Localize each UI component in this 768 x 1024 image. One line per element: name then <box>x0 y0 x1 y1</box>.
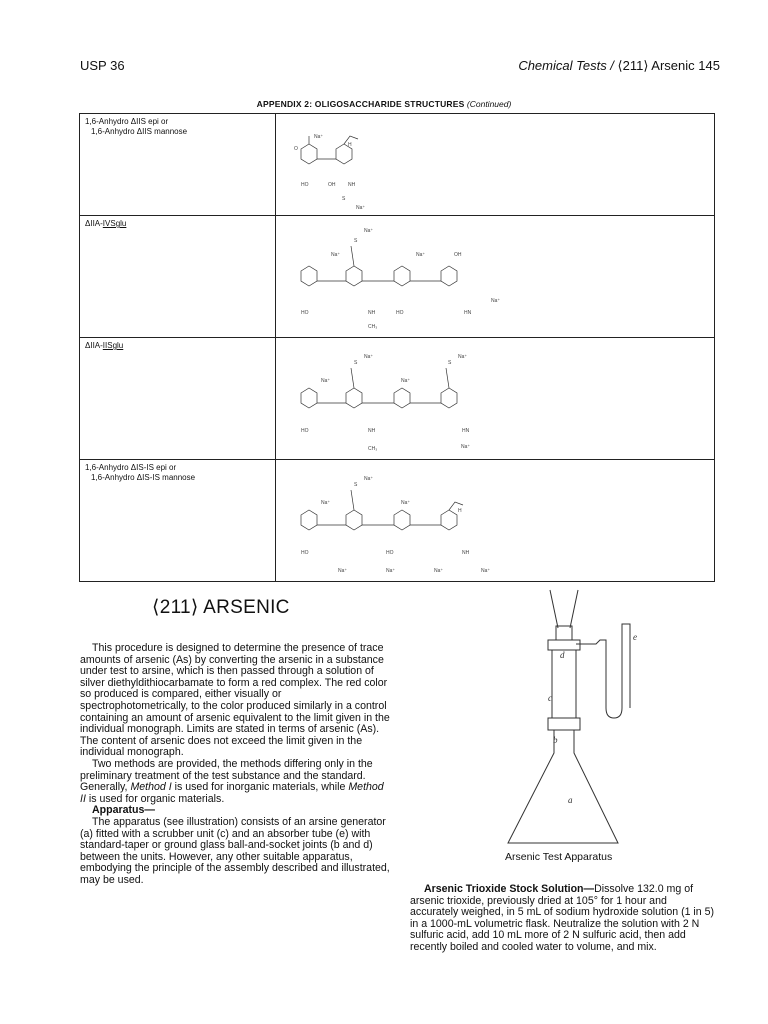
page-number: 145 <box>698 58 720 73</box>
method-1-ref: Method I <box>130 781 172 794</box>
header-chapter: ⟨211⟩ Arsenic <box>617 58 695 73</box>
header-section: Chemical Tests / <box>518 58 614 73</box>
table-row <box>80 460 715 582</box>
na-label: Na⁺ <box>401 378 411 384</box>
methods-text-c: is used for organic materials. <box>88 792 225 805</box>
na-label: Na⁺ <box>416 252 426 258</box>
s-label: S <box>448 360 452 366</box>
structure-drawing-4 <box>276 460 714 580</box>
figure-caption: Arsenic Test Apparatus <box>505 851 613 863</box>
structure-drawing-cell <box>276 338 715 460</box>
h-label: H <box>458 508 462 514</box>
nh-label: NH <box>462 550 470 556</box>
figure-label-e: e <box>633 632 637 642</box>
stock-solution-body: Dissolve 132.0 mg of arsenic trioxide, previously dried at 105° for 1 hour and accurately weighed, in 5 mL of sodium hydroxide solution (1 in 5) in a 1000-mL volumetric flask. Neutralize the solution with 2 N sulfuric acid, add 10 mL more of 2 N sulfuric acid, then add recently boiled and cooled water to volume, and mix. <box>410 883 715 953</box>
nh-label: NH <box>348 182 356 188</box>
stock-solution-heading: Arsenic Trioxide Stock Solution— <box>424 883 595 895</box>
na-label: Na⁺ <box>434 568 444 574</box>
na-label: Na⁺ <box>401 500 411 506</box>
structure-name-line: 1,6-Anhydro ΔIIS mannose <box>91 127 188 136</box>
structure-name-prefix: ΔIIA- <box>85 219 103 228</box>
h-label: H <box>348 142 352 148</box>
section-title: ⟨211⟩ ARSENIC <box>152 597 290 618</box>
structure-name-line: 1,6-Anhydro ΔIS-IS mannose <box>91 473 196 482</box>
structure-name-underlined: IISglu <box>102 341 124 350</box>
figure-label-b: b <box>553 735 558 745</box>
methods-text-b: is used for inorganic materials, while <box>174 781 346 794</box>
methods-text-a: Two methods are provided, the methods differing only in the preliminary treatment of the test substance and the standard. Generally, <box>80 757 373 794</box>
s-label: S <box>342 196 346 202</box>
structure-name-cell <box>80 216 276 338</box>
apparatus-heading: Apparatus— <box>92 804 155 817</box>
intro-paragraph: This procedure is designed to determine the presence of trace amounts of arsenic (As) by converting the arsenic in a substance under test to arsine, which is then passed through a solution of silver diethyldithiocarbamate to form a red complex. The red color so produced is compared, either visually or spectrophotometrically, to the color produced similarly in a control containing an amount of arsenic equivalent to the limit given in the individual monograph. Limits are stated in terms of arsenic (As). The content of arsenic does not exceed the limit given in the individual monograph. <box>80 642 390 759</box>
na-label: Na⁺ <box>364 476 374 482</box>
oh-label: OH <box>454 252 462 258</box>
na-label: Na⁺ <box>364 354 374 360</box>
nh-label: NH <box>368 428 376 434</box>
na-label: Na⁺ <box>491 298 501 304</box>
ho-label: HO <box>301 550 309 556</box>
ch3-label: CH₃ <box>368 446 378 452</box>
hn-label: HN <box>464 310 472 316</box>
na-label: Na⁺ <box>364 228 374 234</box>
structure-drawing-3 <box>276 338 714 458</box>
intro-text <box>80 643 390 886</box>
hn-label: HN <box>462 428 470 434</box>
appendix-title-text: APPENDIX 2: OLIGOSACCHARIDE STRUCTURES <box>256 99 465 109</box>
na-label: Na⁺ <box>461 444 471 450</box>
method-2-ref: Method II <box>80 781 384 805</box>
appendix-continued: (Continued) <box>466 99 512 109</box>
na-label: Na⁺ <box>314 134 324 140</box>
nh-label: NH <box>368 310 376 316</box>
s-label: S <box>354 238 358 244</box>
structure-drawing-cell <box>276 114 715 216</box>
structure-name-line: 1,6-Anhydro ΔIIS epi or <box>85 117 169 126</box>
ho-label: HO <box>301 182 309 188</box>
table-row <box>80 338 715 460</box>
ch3-label: CH₃ <box>368 324 378 330</box>
stock-solution-paragraph <box>410 884 715 954</box>
running-header-left: USP 36 <box>80 58 125 73</box>
structure-name-cell <box>80 114 276 216</box>
structure-name-prefix: ΔIIA- <box>85 341 103 350</box>
ho-label: HO <box>396 310 404 316</box>
structure-drawing-cell <box>276 460 715 582</box>
na-label: Na⁺ <box>458 354 468 360</box>
na-label: Na⁺ <box>356 205 366 211</box>
ho-label: HO <box>301 428 309 434</box>
oh-label: OH <box>328 182 336 188</box>
table-row <box>80 216 715 338</box>
na-label: Na⁺ <box>321 500 331 506</box>
structure-name-cell <box>80 460 276 582</box>
structure-name-cell <box>80 338 276 460</box>
structure-drawing-cell <box>276 216 715 338</box>
structure-name-line: 1,6-Anhydro ΔIS-IS epi or <box>85 463 177 472</box>
appendix-title <box>0 99 768 109</box>
na-label: Na⁺ <box>321 378 331 384</box>
na-label: Na⁺ <box>386 568 396 574</box>
na-label: Na⁺ <box>338 568 348 574</box>
table-row <box>80 114 715 216</box>
arsenic-test-apparatus-figure <box>488 588 668 850</box>
methods-paragraph <box>80 759 390 805</box>
oligosaccharide-table <box>79 113 715 582</box>
s-label: S <box>354 482 358 488</box>
na-label: Na⁺ <box>481 568 491 574</box>
structure-drawing-1 <box>276 114 714 214</box>
structure-drawing-2 <box>276 216 714 336</box>
figure-label-a: a <box>568 795 573 805</box>
running-header-right <box>518 58 720 74</box>
o-label: O <box>294 146 298 152</box>
stock-solution-text <box>410 884 715 954</box>
apparatus-paragraph: The apparatus (see illustration) consists of an arsine generator (a) fitted with a scrubber unit (c) and an absorber tube (e) with standard-taper or ground glass ball-and-socket joints (b and d) between the units. However, any other suitable apparatus, embodying the principle of the assembly described and illustrated, may be used. <box>80 815 390 886</box>
figure-label-d: d <box>560 650 565 660</box>
ho-label: HO <box>301 310 309 316</box>
structure-name-underlined: IVSglu <box>102 219 127 228</box>
s-label: S <box>354 360 358 366</box>
na-label: Na⁺ <box>331 252 341 258</box>
figure-label-c: c <box>548 693 552 703</box>
ho-label: HO <box>386 550 394 556</box>
